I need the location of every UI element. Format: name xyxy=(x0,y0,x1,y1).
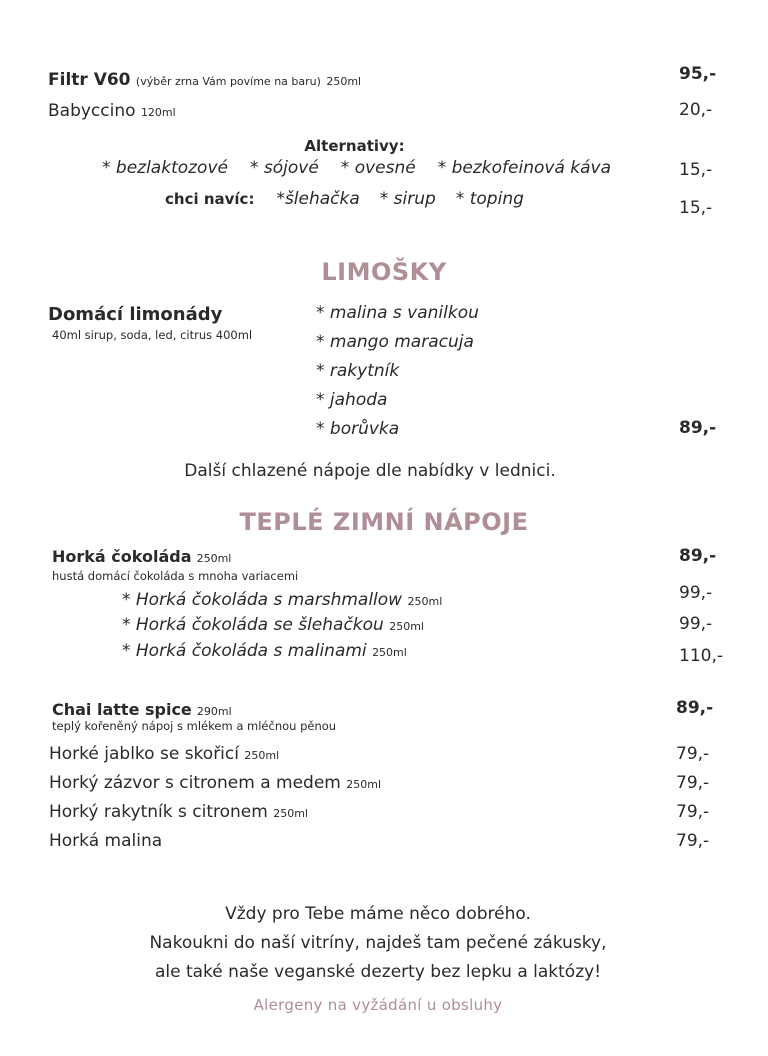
drink-name: Horká malina xyxy=(49,831,163,851)
drink-item xyxy=(49,744,279,764)
chocolate-variant-price: 110,- xyxy=(679,646,723,666)
chocolate-desc: hustá domácí čokoláda s mnoha variacemi xyxy=(52,569,299,583)
chocolate-item xyxy=(52,547,231,566)
chocolate-variant-size: 250ml xyxy=(389,620,424,633)
limonady-flavor: * borůvka xyxy=(316,419,400,439)
drink-item xyxy=(49,802,308,822)
drink-size: 250ml xyxy=(244,749,280,762)
chai-desc: teplý kořeněný nápoj s mlékem a mléčnou pěnou xyxy=(52,719,337,733)
chocolate-price: 89,- xyxy=(679,546,717,566)
drink-price: 79,- xyxy=(676,773,710,793)
filtr-v60-name: Filtr V60 xyxy=(48,70,131,90)
filtr-v60-item xyxy=(48,70,361,90)
limonady-price: 89,- xyxy=(679,418,717,438)
alternative-option: * bezlaktozové xyxy=(102,158,228,178)
chai-item xyxy=(52,700,232,719)
chocolate-variant xyxy=(122,615,424,635)
alternatives-title: Alternativy: xyxy=(304,137,405,155)
limonady-flavor: * malina s vanilkou xyxy=(316,303,479,323)
extras-row xyxy=(165,189,524,209)
drink-price: 79,- xyxy=(676,831,710,851)
extras-option: *šlehačka xyxy=(276,189,360,209)
limonady-desc: 40ml sirup, soda, led, citrus 400ml xyxy=(52,328,253,342)
extras-option: * toping xyxy=(455,189,524,209)
chai-name: Chai latte spice xyxy=(52,700,192,719)
chocolate-variant xyxy=(122,641,407,661)
chocolate-variant-name: * Horká čokoláda se šlehačkou xyxy=(122,615,384,635)
babyccino-item xyxy=(48,101,176,121)
chocolate-variant-name: * Horká čokoláda s malinami xyxy=(122,641,367,661)
winter-heading: TEPLÉ ZIMNÍ NÁPOJE xyxy=(239,508,529,536)
limonady-flavor: * rakytník xyxy=(316,361,400,381)
extras-label: chci navíc: xyxy=(165,190,255,208)
limonady-flavor: * jahoda xyxy=(316,390,388,410)
chocolate-variant-size: 250ml xyxy=(372,646,407,659)
footer-line: Nakoukni do naší vitríny, najdeš tam pečené zákusky, xyxy=(149,933,607,953)
filtr-v60-desc: (výběr zrna Vám povíme na baru) xyxy=(135,75,321,88)
extras-price: 15,- xyxy=(679,198,713,218)
chocolate-name: Horká čokoláda xyxy=(52,547,192,566)
drink-name: Horký rakytník s citronem xyxy=(49,802,268,822)
limonady-name: Domácí limonády xyxy=(48,304,223,325)
chocolate-variant xyxy=(122,590,442,610)
allergens-note: Alergeny na vyžádání u obsluhy xyxy=(253,996,503,1014)
alternative-option: * sójové xyxy=(249,158,319,178)
chocolate-size: 250ml xyxy=(196,552,232,565)
babyccino-name: Babyccino xyxy=(48,101,136,121)
alternative-option: * ovesné xyxy=(340,158,416,178)
filtr-v60-price: 95,- xyxy=(679,64,717,84)
alternatives-options xyxy=(102,158,611,178)
limonady-flavor: * mango maracuja xyxy=(316,332,474,352)
drink-price: 79,- xyxy=(676,802,710,822)
drink-size: 250ml xyxy=(346,778,382,791)
babyccino-price: 20,- xyxy=(679,100,713,120)
chocolate-variant-price: 99,- xyxy=(679,614,713,634)
chai-price: 89,- xyxy=(676,698,714,718)
limosky-heading: LIMOŠKY xyxy=(321,258,447,286)
drink-item xyxy=(49,831,162,851)
chocolate-variant-price: 99,- xyxy=(679,583,713,603)
chocolate-variant-name: * Horká čokoláda s marshmallow xyxy=(122,590,403,610)
alternative-option: * bezkofeinová káva xyxy=(437,158,612,178)
drink-name: Horké jablko se skořicí xyxy=(49,744,239,764)
drink-item xyxy=(49,773,381,793)
chocolate-variant-size: 250ml xyxy=(407,595,443,608)
drink-size: 250ml xyxy=(273,807,308,820)
babyccino-size: 120ml xyxy=(140,106,176,119)
drink-name: Horký zázvor s citronem a medem xyxy=(49,773,341,793)
drink-price: 79,- xyxy=(676,744,710,764)
filtr-v60-size: 250ml xyxy=(326,75,362,88)
footer-line: Vždy pro Tebe máme něco dobrého. xyxy=(225,904,531,924)
alternatives-price: 15,- xyxy=(679,160,713,180)
extras-option: * sirup xyxy=(379,189,436,209)
footer-line: ale také naše veganské dezerty bez lepku a laktózy! xyxy=(154,962,602,982)
fridge-note: Další chlazené nápoje dle nabídky v lednici. xyxy=(184,461,556,481)
chai-size: 290ml xyxy=(196,705,232,718)
